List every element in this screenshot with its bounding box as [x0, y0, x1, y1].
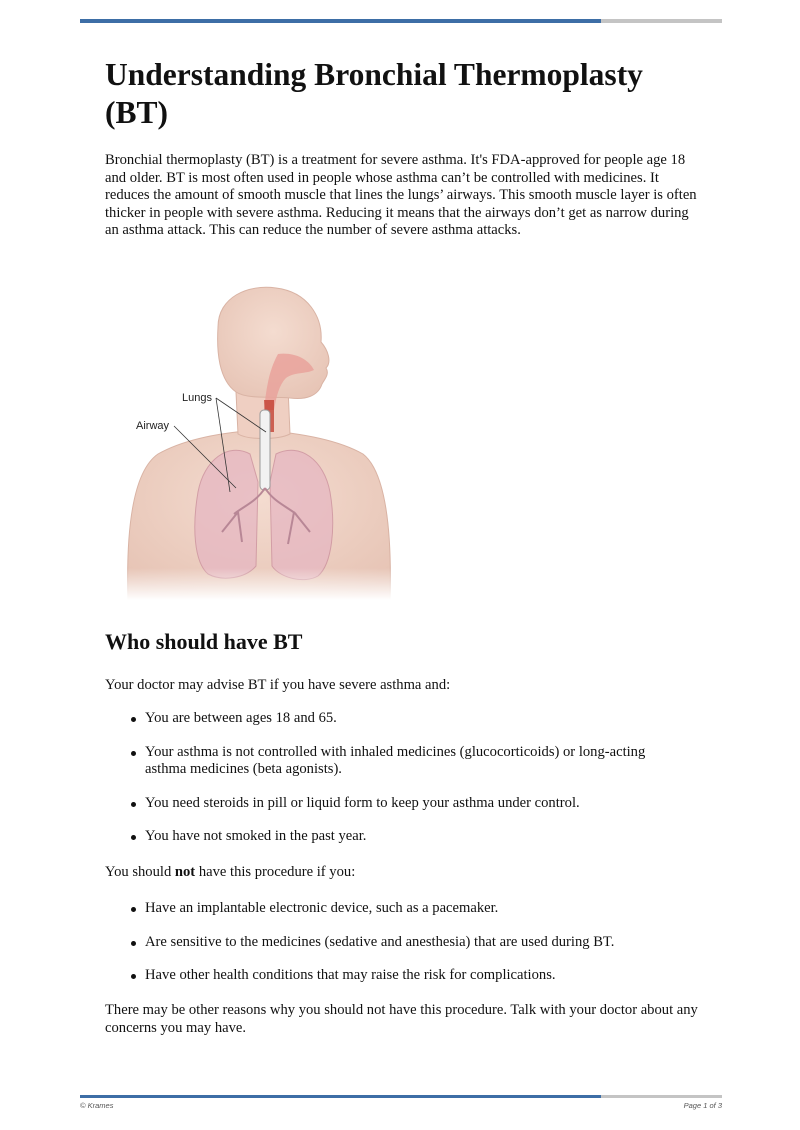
- footer-page-number: Page 1 of 3: [683, 1101, 722, 1110]
- footer-rule-accent: [80, 1095, 601, 1098]
- header-rule-gray: [601, 19, 722, 23]
- footer-rule-gray: [601, 1095, 722, 1098]
- footer-copyright: © Krames: [80, 1101, 114, 1110]
- not-intro-after: have this procedure if you:: [195, 864, 356, 880]
- list-item: Have an implantable electronic device, such as a pacemaker.: [105, 900, 685, 918]
- trachea: [260, 410, 270, 490]
- intro-paragraph: Bronchial thermoplasty (BT) is a treatment for severe asthma. It's FDA-approved for people age 18 and older. BT is most often used in people whose asthma can’t be controlled with medicines. It reduces the amount of smooth muscle that lines the lungs’ airways. This smooth muscle layer is often thicker in people with severe asthma. Reducing it means that the airways don’t get as narrow during an asthma attack. This can reduce the number of severe asthma attacks.: [105, 152, 697, 239]
- list-item: You have not smoked in the past year.: [105, 828, 685, 846]
- page-title: Understanding Bronchial Thermoplasty (BT): [105, 57, 643, 130]
- closing-paragraph: There may be other reasons why you should not have this procedure. Talk with your doctor about any concerns you may have.: [105, 1002, 698, 1036]
- list-item: Your asthma is not controlled with inhaled medicines (glucocorticoids) or long-acting asthma medicines (beta agonists).: [105, 744, 685, 779]
- list-item: Have other health conditions that may raise the risk for complications.: [105, 967, 685, 985]
- not-intro-before: You should: [105, 864, 175, 880]
- advise-intro: Your doctor may advise BT if you have severe asthma and:: [105, 677, 451, 693]
- respiratory-illustration: [118, 282, 398, 600]
- label-lungs: Lungs: [182, 392, 212, 404]
- list-item: Are sensitive to the medicines (sedative and anesthesia) that are used during BT.: [105, 934, 685, 952]
- footer-rule: [80, 1095, 722, 1098]
- bottom-fade: [118, 568, 398, 600]
- not-intro-bold: not: [174, 864, 196, 880]
- header-rule-accent: [80, 19, 601, 23]
- not-list: [105, 900, 685, 1001]
- label-airway: Airway: [136, 420, 170, 432]
- list-item: You are between ages 18 and 65.: [105, 710, 685, 728]
- advise-list: [105, 710, 685, 862]
- section-heading: Who should have BT: [105, 629, 303, 654]
- list-item: You need steroids in pill or liquid form to keep your asthma under control.: [105, 795, 685, 813]
- not-intro: [105, 864, 705, 882]
- header-rule: [80, 19, 722, 23]
